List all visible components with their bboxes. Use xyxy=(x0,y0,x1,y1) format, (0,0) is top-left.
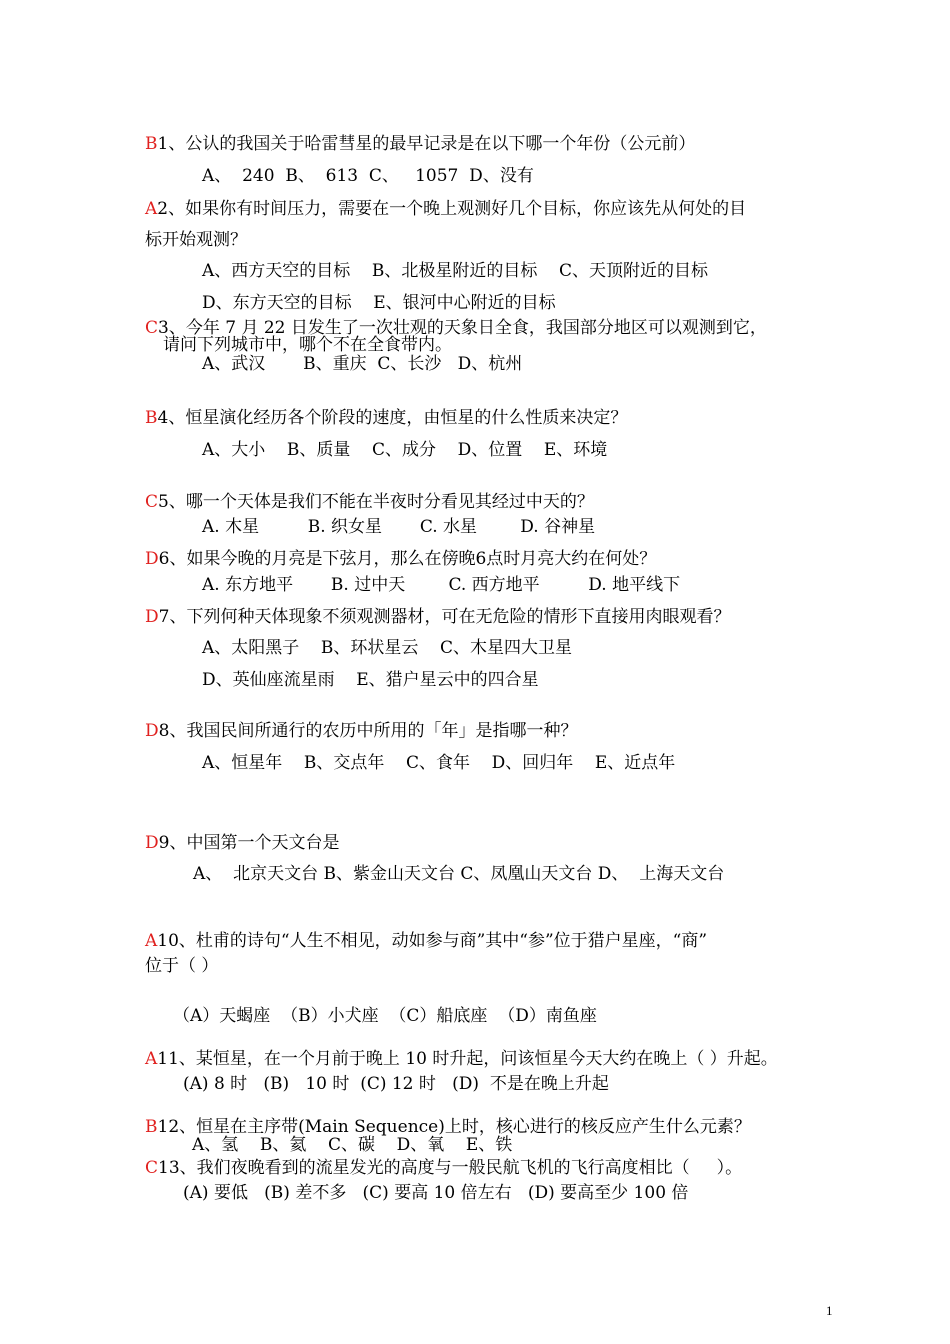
answer-key: A xyxy=(145,199,158,219)
question-8 xyxy=(145,720,577,742)
question-4 xyxy=(145,407,627,429)
question-6 xyxy=(145,548,656,570)
question-text: 4、恒星演化经历各个阶段的速度，由恒星的什么性质来决定？ xyxy=(157,408,628,428)
question-11-options: (A) 8 时 (B) 10 时 (C) 12 时 (D) 不是在晚上升起 xyxy=(183,1074,609,1094)
question-9 xyxy=(145,832,339,854)
question-text: 10、杜甫的诗句“人生不相见，动如参与商”其中“参”位于猎户星座，“商” xyxy=(157,931,708,951)
question-1 xyxy=(145,133,695,155)
question-1-options: A、 240 B、 613 C、 1057 D、没有 xyxy=(202,166,534,186)
page-number: 1 xyxy=(826,1303,833,1318)
answer-key: A xyxy=(145,1049,158,1069)
question-text: 9、中国第一个天文台是 xyxy=(158,833,340,853)
question-text: 13、我们夜晚看到的流星发光的高度与一般民航飞机的飞行高度相比（ ）。 xyxy=(158,1158,743,1178)
question-2-options-row-1: A、西方天空的目标 B、北极星附近的目标 C、天顶附近的目标 xyxy=(202,261,709,281)
question-text: 12、恒星在主序带(Main Sequence)上时，核心进行的核反应产生什么元素？ xyxy=(157,1117,751,1137)
answer-key: D xyxy=(145,721,159,741)
question-11 xyxy=(145,1048,778,1070)
question-text: 6、如果今晚的月亮是下弦月，那么在傍晚6点时月亮大约在何处？ xyxy=(158,549,657,569)
answer-key: A xyxy=(145,931,158,951)
question-8-options: A、恒星年 B、交点年 C、食年 D、回归年 E、近点年 xyxy=(202,753,676,773)
question-12-options: A、氢 B、氦 C、碳 D、氧 E、铁 xyxy=(192,1135,513,1155)
question-10 xyxy=(145,930,707,952)
question-text: 1、公认的我国关于哈雷彗星的最早记录是在以下哪一个年份（公元前） xyxy=(157,134,696,154)
answer-key: D xyxy=(145,833,159,853)
question-13 xyxy=(145,1157,742,1179)
question-text: 7、下列何种天体现象不须观测器材，可在无危险的情形下直接用肉眼观看？ xyxy=(158,607,731,627)
answer-key: B xyxy=(145,134,158,154)
question-text: 2、如果你有时间压力，需要在一个晚上观测好几个目标，你应该先从何处的目 xyxy=(157,199,747,219)
question-9-options: A、 北京天文台 B、紫金山天文台 C、凤凰山天文台 D、 上海天文台 xyxy=(193,864,725,884)
answer-key: B xyxy=(145,408,158,428)
question-7-options-row-2: D、英仙座流星雨 E、猎户星云中的四合星 xyxy=(202,670,539,690)
question-2-options-row-2: D、东方天空的目标 E、银河中心附近的目标 xyxy=(202,293,556,313)
question-3-options: A、武汉 B、重庆 C、长沙 D、杭州 xyxy=(202,354,523,374)
answer-key: C xyxy=(145,318,159,338)
answer-key: C xyxy=(145,1158,159,1178)
question-7 xyxy=(145,606,730,628)
answer-key: B xyxy=(145,1117,158,1137)
answer-key: D xyxy=(145,549,159,569)
question-text: 3、今年 7 月 22 日发生了一次壮观的天象日全食，我国部分地区可以观测到它， xyxy=(158,318,767,338)
question-2 xyxy=(145,198,746,220)
question-5-options: A. 木星 B. 织女星 C. 水星 D. 谷神星 xyxy=(202,517,596,537)
question-text: 8、我国民间所通行的农历中所用的「年」是指哪一种？ xyxy=(158,721,578,741)
question-10-options: （A）天蝎座 （B）小犬座 （C）船底座 （D）南鱼座 xyxy=(173,1006,597,1026)
question-3-continuation: 请问下列城市中，哪个不在全食带内。 xyxy=(163,335,452,355)
answer-key: C xyxy=(145,492,159,512)
question-7-options-row-1: A、太阳黑子 B、环状星云 C、木星四大卫星 xyxy=(202,638,573,658)
question-4-options: A、大小 B、质量 C、成分 D、位置 E、环境 xyxy=(202,440,608,460)
question-text: 11、某恒星，在一个月前于晚上 10 时升起，问该恒星今天大约在晚上（ ）升起。 xyxy=(157,1049,778,1069)
question-10-continuation: 位于（ ） xyxy=(145,956,219,976)
question-5 xyxy=(145,491,594,513)
question-text: 5、哪一个天体是我们不能在半夜时分看见其经过中天的？ xyxy=(158,492,594,512)
answer-key: D xyxy=(145,607,159,627)
question-6-options: A. 东方地平 B. 过中天 C. 西方地平 D. 地平线下 xyxy=(202,575,681,595)
question-2-continuation: 标开始观测？ xyxy=(145,230,247,250)
question-13-options: (A) 要低 (B) 差不多 (C) 要高 10 倍左右 (D) 要高至少 100 倍 xyxy=(183,1183,689,1203)
